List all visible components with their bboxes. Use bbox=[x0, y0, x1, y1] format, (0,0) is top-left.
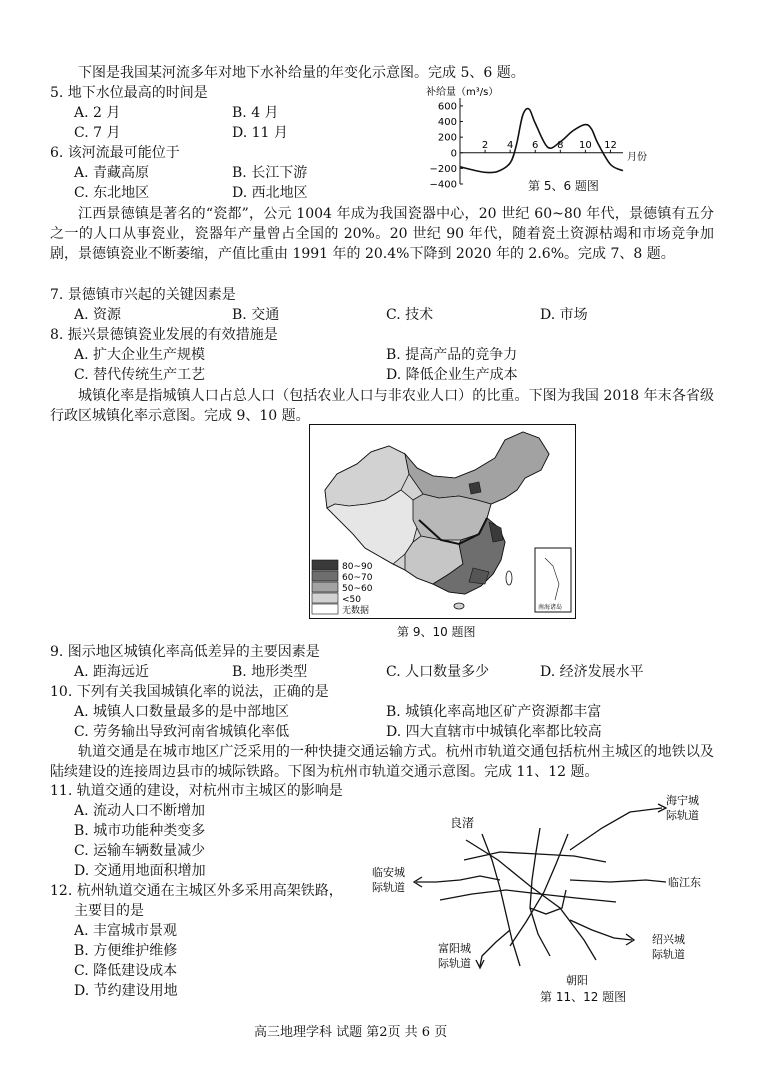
chart-xtick-label: 10 bbox=[579, 139, 592, 151]
q10-stem: 10. 下列有关我国城镇化率的说法，正确的是 bbox=[50, 684, 329, 700]
intro-11-12: 轨道交通是在城市地区广泛采用的一种快捷交通运输方式。杭州市轨道交通包括杭州主城区的地铁以及陆续建设的连接周边县市的城际铁路。下图为杭州市轨道交通示意图。完成 11、12 题。 bbox=[50, 744, 714, 780]
legend-swatch bbox=[312, 582, 338, 592]
label-linan-1: 临安城 bbox=[372, 866, 405, 879]
q9-option-d[interactable]: D. 经济发展水平 bbox=[540, 664, 644, 680]
chart-ytick-label: 600 bbox=[437, 101, 457, 113]
q12-option-a[interactable]: A. 丰富城市景观 bbox=[74, 923, 178, 939]
q7-stem: 7. 景德镇市兴起的关键因素是 bbox=[50, 287, 236, 303]
urbanization-map bbox=[309, 424, 577, 620]
q6-stem: 6. 该河流最可能位于 bbox=[50, 145, 180, 161]
q11-option-a[interactable]: A. 流动人口不断增加 bbox=[74, 803, 206, 819]
label-shaoxing-1: 绍兴城 bbox=[652, 933, 685, 946]
intro-9-10: 城镇化率是指城镇人口占总人口（包括农业人口与非农业人口）的比重。下图为我国 2018 年末各省级行政区城镇化率示意图。完成 9、10 题。 bbox=[50, 388, 714, 424]
label-fuyang-2: 际轨道 bbox=[438, 957, 471, 970]
label-chaoyang: 朝阳 bbox=[566, 974, 588, 987]
label-haining-2: 际轨道 bbox=[666, 809, 699, 822]
chart-ytick-label: 200 bbox=[437, 132, 457, 144]
chart-xlabel: 月份 bbox=[627, 152, 647, 163]
chart-ytick-label: −200 bbox=[429, 163, 457, 175]
q8-stem: 8. 振兴景德镇瓷业发展的有效措施是 bbox=[50, 327, 278, 343]
chart-xtick-label: 6 bbox=[532, 139, 539, 151]
q6-option-b[interactable]: B. 长江下游 bbox=[232, 165, 308, 181]
q10-option-b[interactable]: B. 城镇化率高地区矿产资源都丰富 bbox=[386, 704, 602, 720]
q12-stem-line1: 12. 杭州轨道交通在主城区外多采用高架铁路， bbox=[50, 883, 343, 899]
page-footer: 高三地理学科 试题 第2页 共 6 页 bbox=[254, 1025, 448, 1040]
q9-stem: 9. 图示地区城镇化率高低差异的主要因素是 bbox=[50, 644, 320, 660]
metro-line-4 bbox=[530, 828, 550, 956]
q5-option-d[interactable]: D. 11 月 bbox=[232, 125, 288, 141]
q8-option-d[interactable]: D. 降低企业生产成本 bbox=[386, 367, 518, 383]
intro-5-6: 下图是我国某河流多年对地下水补给量的年变化示意图。完成 5、6 题。 bbox=[78, 65, 525, 81]
q10-option-c[interactable]: C. 劳务输出导致河南省城镇化率低 bbox=[74, 724, 290, 740]
label-linan-2: 际轨道 bbox=[372, 881, 405, 894]
q5-option-a[interactable]: A. 2 月 bbox=[74, 105, 121, 121]
q8-option-b[interactable]: B. 提高产品的竞争力 bbox=[386, 347, 518, 363]
q9-option-c[interactable]: C. 人口数量多少 bbox=[386, 664, 490, 680]
q11-option-b[interactable]: B. 城市功能种类变多 bbox=[74, 823, 206, 839]
chart-xtick-label: 12 bbox=[604, 139, 617, 151]
q6-option-c[interactable]: C. 东北地区 bbox=[74, 185, 150, 201]
q10-option-d[interactable]: D. 四大直辖市中城镇化率都比较高 bbox=[386, 724, 602, 740]
legend-label: 无数据 bbox=[342, 606, 370, 616]
chart-caption: 第 5、6 题图 bbox=[528, 179, 599, 193]
map-legend bbox=[312, 560, 373, 616]
region-beijing bbox=[469, 482, 481, 494]
legend-label: 80~90 bbox=[342, 562, 373, 572]
q8-option-c[interactable]: C. 替代传统生产工艺 bbox=[74, 367, 206, 383]
q11-option-c[interactable]: C. 运输车辆数量减少 bbox=[74, 843, 206, 859]
haining-line bbox=[570, 808, 662, 850]
q7-option-d[interactable]: D. 市场 bbox=[540, 307, 588, 323]
q12-option-b[interactable]: B. 方便维护维修 bbox=[74, 943, 178, 959]
metro-line-2 bbox=[440, 890, 616, 902]
legend-swatch bbox=[312, 560, 338, 570]
legend-swatch bbox=[312, 593, 338, 603]
shaoxing-line bbox=[570, 920, 632, 940]
transit-caption: 第 11、12 题图 bbox=[540, 990, 627, 1004]
q6-option-d[interactable]: D. 西北地区 bbox=[232, 185, 308, 201]
q5-stem: 5. 地下水位最高的时间是 bbox=[50, 85, 208, 101]
chart-ytick-label: 400 bbox=[437, 117, 457, 129]
transit-map bbox=[370, 790, 720, 995]
legend-swatch bbox=[312, 604, 338, 614]
south-sea-inset bbox=[535, 548, 571, 612]
intro-7-8: 江西景德镇是著名的“瓷都”，公元 1004 年成为我国瓷器中心，20 世纪 60~80 年代，景德镇有五分之一的人口从事瓷业，瓷器年产量曾占全国的 20%。20 世纪 90 年代，随着瓷土资源枯竭和市场竞争加剧，景德镇瓷业不断萎缩，产值比重由 1991 年的 20.4%下降到 2020 年的 2.6%。完成 7、8 题。 bbox=[50, 206, 714, 262]
chart-ytick-label: −400 bbox=[429, 179, 457, 191]
q11-stem: 11. 轨道交通的建设，对杭州市主城区的影响是 bbox=[50, 783, 343, 799]
fuyang-line bbox=[480, 930, 510, 966]
legend-swatch bbox=[312, 571, 338, 581]
taiwan bbox=[506, 571, 512, 585]
q9-option-b[interactable]: B. 地形类型 bbox=[232, 664, 308, 680]
q12-option-d[interactable]: D. 节约建设用地 bbox=[74, 983, 178, 999]
label-fuyang-1: 富阳城 bbox=[438, 942, 471, 955]
legend-label: 50~60 bbox=[342, 584, 373, 594]
chart-xtick-label: 8 bbox=[557, 139, 564, 151]
q10-option-a[interactable]: A. 城镇人口数量最多的是中部地区 bbox=[74, 704, 290, 720]
q5-option-b[interactable]: B. 4 月 bbox=[232, 105, 279, 121]
q12-stem-line2: 主要目的是 bbox=[74, 903, 144, 919]
label-liangzhu: 良渚 bbox=[450, 816, 475, 830]
label-shaoxing-2: 际轨道 bbox=[652, 948, 685, 961]
q11-option-d[interactable]: D. 交通用地面积增加 bbox=[74, 863, 206, 879]
chart-xtick-label: 2 bbox=[481, 139, 489, 151]
linjiang-line bbox=[570, 880, 666, 882]
q8-option-a[interactable]: A. 扩大企业生产规模 bbox=[74, 347, 206, 363]
q9-option-a[interactable]: A. 距海远近 bbox=[74, 664, 150, 680]
metro-line-6 bbox=[510, 834, 568, 946]
q7-option-a[interactable]: A. 资源 bbox=[74, 307, 122, 323]
label-linjiang: 临江东 bbox=[668, 876, 701, 889]
map-caption: 第 9、10 题图 bbox=[397, 625, 476, 639]
q7-option-c[interactable]: C. 技术 bbox=[386, 307, 434, 323]
q5-option-c[interactable]: C. 7 月 bbox=[74, 125, 121, 141]
legend-label: <50 bbox=[342, 595, 361, 605]
linan-line bbox=[416, 876, 500, 882]
inset-label: 南海诸岛 bbox=[538, 604, 563, 611]
q12-option-c[interactable]: C. 降低建设成本 bbox=[74, 963, 178, 979]
chart-ylabel: 补给量（m³/s） bbox=[426, 87, 499, 98]
q7-option-b[interactable]: B. 交通 bbox=[232, 307, 280, 323]
chart-xtick-label: 4 bbox=[506, 139, 514, 151]
chart-ytick-label: 0 bbox=[450, 148, 457, 160]
legend-label: 60~70 bbox=[342, 573, 373, 583]
label-haining-1: 海宁城 bbox=[666, 794, 699, 807]
hainan bbox=[454, 603, 464, 609]
q6-option-a[interactable]: A. 青藏高原 bbox=[74, 165, 150, 181]
